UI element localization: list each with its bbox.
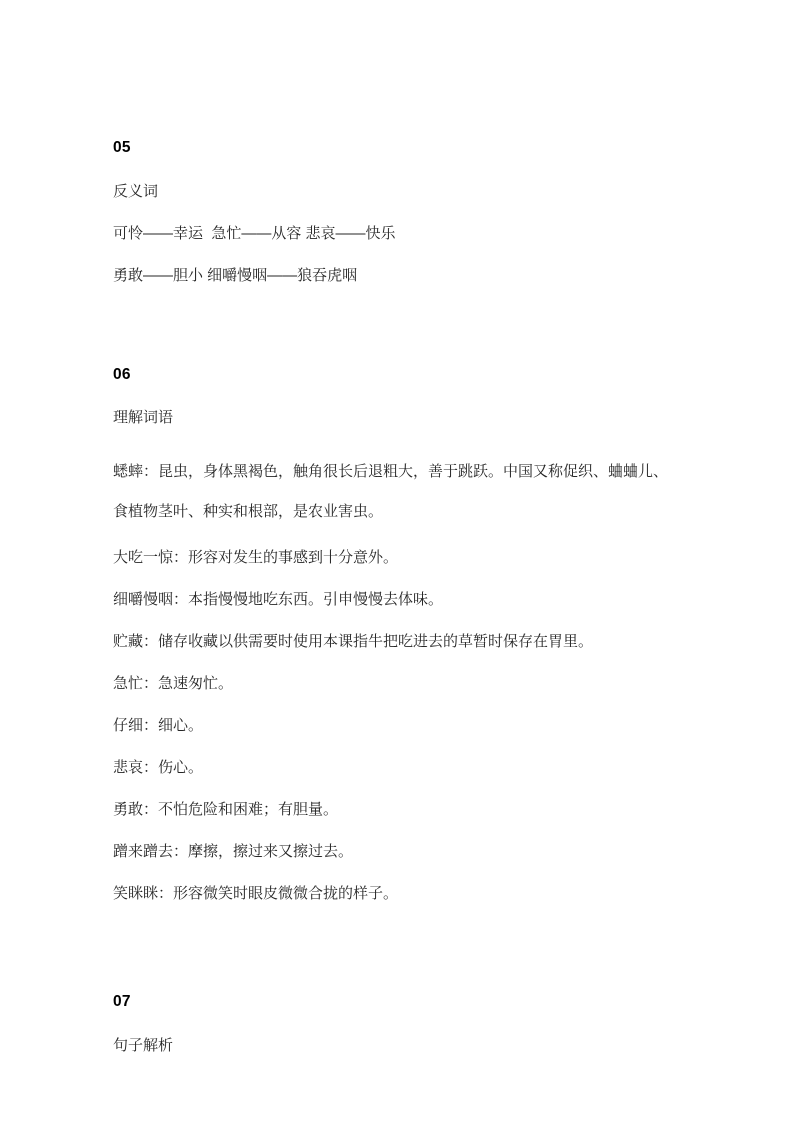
definition-item: 贮藏：储存收藏以供需要时使用本课指牛把吃进去的草暂时保存在胃里。 — [113, 633, 594, 650]
definition-item: 笑眯眯：形容微笑时眼皮微微合拢的样子。 — [113, 885, 399, 902]
antonym-line: 可怜——幸运 急忙——从容 悲哀——快乐 — [113, 224, 396, 242]
definition-item: 勇敢：不怕危险和困难；有胆量。 — [113, 801, 339, 818]
antonym-line: 勇敢——胆小 细嚼慢咽——狼吞虎咽 — [113, 266, 358, 284]
definition-item: 细嚼慢咽：本指慢慢地吃东西。引申慢慢去体味。 — [113, 591, 444, 608]
spacer — [113, 382, 681, 410]
spacer — [113, 425, 681, 452]
spacer — [113, 283, 681, 367]
section-number-05: 05 — [113, 139, 131, 156]
section-06 — [113, 367, 681, 911]
section-05 — [113, 140, 681, 283]
section-number-06: 06 — [113, 365, 131, 383]
spacer — [113, 156, 681, 184]
section-title-word-explanations: 理解词语 — [113, 409, 174, 426]
definition-item: 大吃一惊：形容对发生的事感到十分意外。 — [113, 549, 399, 566]
spacer — [113, 1010, 681, 1038]
definition-item: 急忙：急速匆忙。 — [113, 675, 234, 692]
document-content — [113, 140, 681, 1053]
spacer — [113, 199, 681, 226]
section-title-antonyms: 反义词 — [113, 182, 159, 200]
section-title-sentence-analysis: 句子解析 — [113, 1036, 174, 1054]
definition-item: 悲哀：伤心。 — [113, 759, 204, 776]
section-number-07: 07 — [113, 993, 131, 1010]
definition-item: 蟋蟀：昆虫，身体黑褐色，触角很长后退粗大，善于跳跃。中国又称促织、蛐蛐儿、食植物茎叶、种实和根部，是农业害虫。 — [113, 463, 669, 520]
section-07 — [113, 994, 681, 1053]
spacer — [113, 910, 681, 994]
definition-item: 仔细：细心。 — [113, 717, 204, 734]
definition-item: 蹭来蹭去：摩擦，擦过来又擦过去。 — [113, 843, 354, 860]
